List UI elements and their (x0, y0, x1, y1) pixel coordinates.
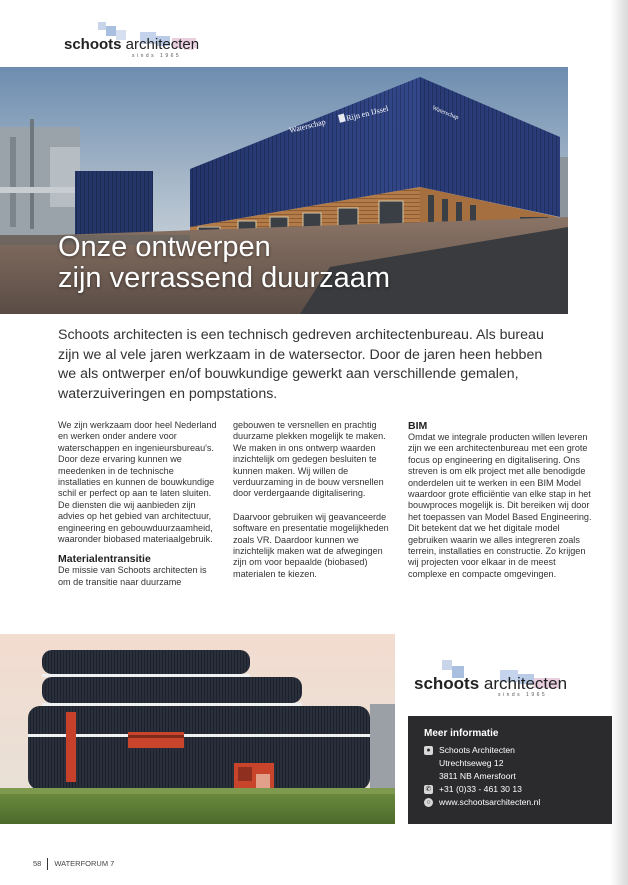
page-edge-shadow (610, 0, 628, 885)
contact-website[interactable]: www.schootsarchitecten.nl (439, 797, 541, 807)
contact-info-box (408, 716, 612, 824)
hero-title (58, 232, 390, 294)
column-1-paragraph: We zijn werkzaam door heel Nederland en werken onder andere voor waterschappen en ingenieursbureau's. Door deze ervaring kunnen we meedenken in de technische installaties en kunnen de bouwkundige schil er perfect op aan te laten sluiten. De diensten die wij aanbieden zijn advies op het gebied van architectuur, engineering en gebouwduurzaamheid, waaronder biobased materiaalgebruik. (58, 420, 217, 545)
footer-divider (47, 858, 48, 870)
logo-since-bottom: sinds 1965 (498, 692, 548, 698)
column-3 (408, 420, 596, 588)
contact-city: 3811 NB Amersfoort (439, 771, 516, 781)
heading-materialentransitie: Materialentransitie (58, 553, 151, 566)
column-2 (233, 420, 393, 588)
contact-phone[interactable]: +31 (0)33 - 461 30 13 (439, 784, 522, 794)
phone-icon: ✆ (425, 786, 432, 793)
heading-bim: BIM (408, 420, 428, 432)
column-1-paragraph-2: De missie van Schoots architecten is om de transitie naar duurzame (58, 565, 207, 587)
building-sign-logo: Rijn en IJssel (345, 103, 390, 123)
globe-icon: ○ (424, 798, 433, 807)
intro-paragraph: Schoots architecten is een technisch gedreven architectenbureau. Als bureau zijn we al vele jaren werkzaam in de watersector. Door de jaren heen hebben we als ontwerper en/of bouwkundige gewerkt aan verschillende gemalen, waterzuiveringen en pompstations. (58, 327, 544, 402)
column-2-paragraph-2: Daarvoor gebruiken wij geavanceerde software en presentatie mogelijkheden zoals VR. Daardoor kunnen we inzichtelijk maken wat de afwegingen zijn om voor bepaalde (biobased) materialen te kiezen. (233, 511, 389, 579)
building-sign-front: Waterschap (288, 117, 327, 135)
logo-top (60, 22, 200, 62)
building-sign-side: Waterschap (431, 105, 460, 122)
page-number: 58 (33, 858, 42, 868)
building-render-photo (0, 634, 395, 824)
contact-company: Schoots Architecten (439, 745, 515, 755)
contact-street: Utrechtseweg 12 (439, 758, 504, 768)
hero-title-line1: Onze ontwerpen (58, 231, 271, 263)
logo-since: sinds 1965 (132, 53, 182, 59)
column-3-paragraph: Omdat we integrale producten willen leveren zijn we een architectenbureau met een grote focus op engineering en digitalisering. Ons streven is om elk project met alle benodigde onderdelen uit te werken in een BIM Model waardoor grote efficiëntie van elke stap in het bouwproces mogelijk is. Dit bereiken wij door het toepassen van Model Based Engineering. Dit betekent dat we het digitale model gebruiken waarin we alles integreren zoals terrein, installaties en constructie. Zo krijgen wij projecten voor elkaar in de meest complexe en compacte omgevingen. (408, 432, 592, 579)
location-pin-icon: ● (424, 746, 433, 755)
render-illustration (0, 634, 395, 824)
hero-photo (0, 67, 568, 314)
logo-bottom (414, 660, 574, 700)
page-footer (33, 858, 114, 870)
logo-wordmark: schoots architecten (64, 36, 200, 53)
column-2-paragraph: gebouwen te versnellen en prachtig duurzame plekken mogelijk te maken. We maken in ons ontwerp waarden inzichtelijk om gedegen besluiten te kunnen maken. Wij willen de verduurzaming in de bouw versnellen door verdergaande digitalisering. (233, 420, 386, 499)
column-1 (58, 420, 218, 596)
logo-wordmark-bottom: schoots architecten (414, 674, 568, 693)
hero-title-line2: zijn verrassend duurzaam (58, 262, 391, 294)
contact-title: Meer informatie (424, 728, 499, 739)
magazine-name: WATERFORUM 7 (54, 858, 115, 868)
